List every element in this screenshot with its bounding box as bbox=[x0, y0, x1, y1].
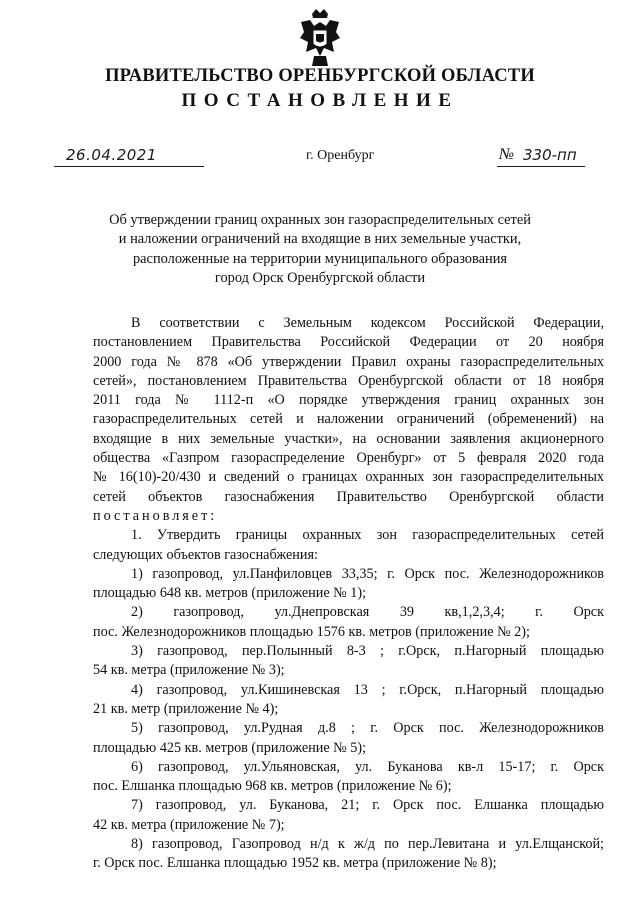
date-underline bbox=[54, 166, 204, 167]
list-item-line: площадью 425 кв. метров (приложение № 5); bbox=[93, 739, 367, 756]
preamble-line: сетей», постановлением Правительства Оренбургской области от 18 ноября bbox=[93, 372, 604, 389]
preamble-line: В соответствии с Земельным кодексом Российской Федерации, bbox=[131, 315, 604, 331]
coat-of-arms-emblem bbox=[298, 8, 342, 68]
list-item-line: 6) газопровод, ул.Ульяновская, ул. Буканова кв-л 15-17; г. Орск bbox=[131, 758, 604, 775]
list-item-line: 5) газопровод, ул.Рудная д.8 ; г. Орск пос. Железнодорожников bbox=[131, 720, 604, 737]
list-item-line: 8) газопровод, Газопровод н/д к ж/д по пер.Левитана и ул.Елщанской; bbox=[131, 836, 604, 853]
document-city: г. Оренбург bbox=[306, 148, 375, 163]
list-item-line: 4) газопровод, ул.Кишиневская 13 ; г.Орск, п.Нагорный площадью bbox=[131, 681, 604, 698]
list-item-line: 54 кв. метра (приложение № 3); bbox=[93, 662, 285, 679]
document-body bbox=[93, 314, 604, 874]
list-item-line: пос. Железнодорожников площадью 1576 кв. метров (приложение № 2); bbox=[93, 623, 530, 640]
document-subject bbox=[0, 211, 640, 288]
subject-line: и наложении ограничений на входящие в них земельные участки, bbox=[118, 231, 522, 248]
number-label: № bbox=[499, 146, 515, 163]
list-item-line: 42 кв. метра (приложение № 7); bbox=[93, 816, 285, 833]
preamble-line: общества «Газпром газораспределение Оренбург» от 5 февраля 2020 года bbox=[93, 450, 604, 467]
document-number: 330-пп bbox=[523, 146, 577, 164]
list-item-line: 1) газопровод, ул.Панфиловцев 33,35; г. Орск пос. Железнодорожников bbox=[131, 565, 604, 582]
item-1-intro-line: 1. Утвердить границы охранных зон газораспределительных сетей bbox=[131, 527, 604, 544]
preamble-line: № 16(10)-20/430 и сведений о границах охранных зон газораспределительных bbox=[93, 469, 604, 486]
preamble-line: газораспределительных сетей и наложении ограничений (обременений) на bbox=[93, 411, 604, 428]
subject-line: город Орск Оренбургской области bbox=[214, 269, 426, 286]
list-item-line: площадью 648 кв. метров (приложение № 1); bbox=[93, 585, 367, 602]
number-underline bbox=[497, 166, 585, 167]
subject-line: расположенные на территории муниципального образования bbox=[132, 250, 508, 267]
government-title: ПРАВИТЕЛЬСТВО ОРЕНБУРГСКОЙ ОБЛАСТИ bbox=[105, 66, 535, 86]
list-item-line: 2) газопровод, ул.Днепровская 39 кв,1,2,3,4; г. Орск bbox=[131, 604, 604, 621]
list-item-line: пос. Елшанка площадью 968 кв. метров (приложение № 6); bbox=[93, 778, 452, 795]
list-item-line: 3) газопровод, пер.Полынный 8-3 ; г.Орск, п.Нагорный площадью bbox=[131, 643, 604, 660]
preamble-line: 2011 года № 1112-п «О порядке утверждения границ охранных зон bbox=[93, 392, 604, 409]
item-1-intro-line: следующих объектов газоснабжения: bbox=[93, 546, 318, 563]
list-item-line: 7) газопровод, ул. Буканова, 21; г. Орск пос. Елшанка площадью bbox=[131, 797, 604, 814]
preamble-line: входящие в них земельные участки», на основании заявления акционерного bbox=[93, 430, 604, 447]
preamble-line: сетей объектов газоснабжения Правительство Оренбургской области bbox=[93, 488, 604, 505]
preamble-line: постановлением Правительства Российской Федерации от 20 ноября bbox=[93, 334, 604, 351]
subject-line: Об утверждении границ охранных зон газораспределительных сетей bbox=[109, 212, 531, 228]
list-item-line: 21 кв. метр (приложение № 4); bbox=[93, 700, 279, 717]
document-date: 26.04.2021 bbox=[66, 146, 157, 164]
list-item-line: г. Орск пос. Елшанка площадью 1952 кв. метра (приложение № 8); bbox=[93, 855, 497, 872]
preamble-line: 2000 года № 878 «Об утверждении Правил охраны газораспределительных bbox=[93, 353, 604, 370]
document-type: ПОСТАНОВЛЕНИЕ bbox=[181, 90, 459, 111]
resolves-word: постановляет: bbox=[93, 507, 218, 524]
document-meta-row bbox=[0, 146, 640, 170]
